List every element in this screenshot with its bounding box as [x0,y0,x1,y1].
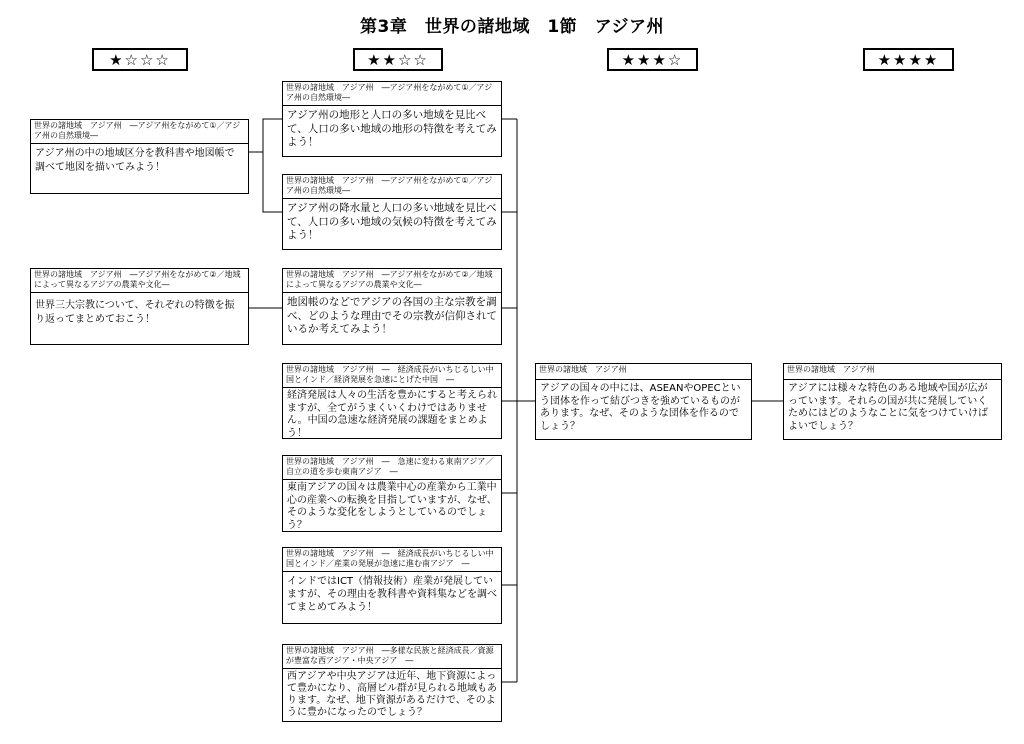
card-header: 世界の諸地域 アジア州 ― 急速に変わる東南アジア／自立の道を歩む東南アジア ― [283,456,501,480]
card-header: 世界の諸地域 アジア州 ―アジア州をながめて①／アジア州の自然環境― [31,120,248,144]
level-2-stars: ★★☆☆ [353,48,443,71]
level-1-stars: ★☆☆☆ [92,48,188,71]
card-header: 世界の諸地域 アジア州 ―アジア州をながめて②／地域によって異なるアジアの農業や文化― [31,269,248,293]
card-question: アジア州の降水量と人口の多い地域を見比べて、人口の多い地域の気候の特徴を考えてみよう！ [287,202,497,241]
card-header: 世界の諸地域 アジア州 ― 経済成長がいちじるしい中国とインド／産業の発展が急速に進む南アジア ― [283,548,501,572]
card-c2f [282,547,502,624]
card-c4a [783,363,1002,440]
card-question: アジア州の中の地域区分を教科書や地図帳で調べて地図を描いてみよう！ [35,148,235,173]
card-question: アジアには様々な特色のある地域や国が広がっています。それらの国が共に発展していくためにはどのようなことに気をつけていけばよいでしょう？ [788,383,988,432]
card-c2b [282,174,502,250]
card-c3a [535,363,752,440]
level-3-stars: ★★★☆ [607,48,698,71]
card-c2d [282,363,502,439]
card-question: 世界三大宗教について、それぞれの特徴を振り返ってまとめておこう！ [35,300,235,325]
card-question: アジア州の地形と人口の多い地域を見比べて、人口の多い地域の地形の特徴を考えてみよう！ [287,109,497,148]
card-question: インドではICT（情報技術）産業が発展していますが、その理由を教科書や資料集などを調べてまとめてみよう！ [287,576,497,613]
card-header: 世界の諸地域 アジア州 ― 経済成長がいちじるしい中国とインド／経済発展を急速にとげた中国 ― [283,364,501,388]
card-c2c [282,268,502,345]
card-c2a [282,81,502,157]
card-question: 経済発展は人々の生活を豊かにすると考えられますが、全てがうまくいくわけではありません。中国の急速な経済発展の課題をまとめよう！ [287,390,497,439]
card-c2g [282,644,502,722]
card-c2e [282,455,502,532]
card-c1a [30,119,249,194]
card-question: 西アジアや中央アジアは近年、地下資源によって豊かになり、高層ビル群が見られる地域もあります。なぜ、地下資源があるだけで、そのように豊かになったのでしょう？ [287,671,497,718]
card-header: 世界の諸地域 アジア州 ―アジア州をながめて②／地域によって異なるアジアの農業や文化― [283,269,501,293]
card-header: 世界の諸地域 アジア州 ―アジア州をながめて①／アジア州の自然環境― [283,82,501,106]
page-title: 第3章 世界の諸地域 1節 アジア州 [360,17,664,37]
card-question: 地図帳のなどでアジアの各国の主な宗教を調べ、どのような理由でその宗教が信仰されているか考えてみよう！ [287,296,497,335]
card-c1b [30,268,249,345]
card-question: アジアの国々の中には、ASEANやOPECという団体を作って結びつきを強めているものがあります。なぜ、そのような団体を作るのでしょう？ [540,383,741,432]
card-header: 世界の諸地域 アジア州 [536,364,751,380]
level-4-stars: ★★★★ [863,48,954,71]
card-header: 世界の諸地域 アジア州 ―アジア州をながめて①／アジア州の自然環境― [283,175,501,199]
card-question: 東南アジアの国々は農業中心の産業から工業中心の産業への転換を目指していますが、なぜ、そのような変化をしようとしているのでしょう？ [287,482,497,531]
card-header: 世界の諸地域 アジア州 ―多様な民族と経済成長／資源が豊富な西アジア・中央アジア ― [283,645,501,669]
card-header: 世界の諸地域 アジア州 [784,364,1001,380]
